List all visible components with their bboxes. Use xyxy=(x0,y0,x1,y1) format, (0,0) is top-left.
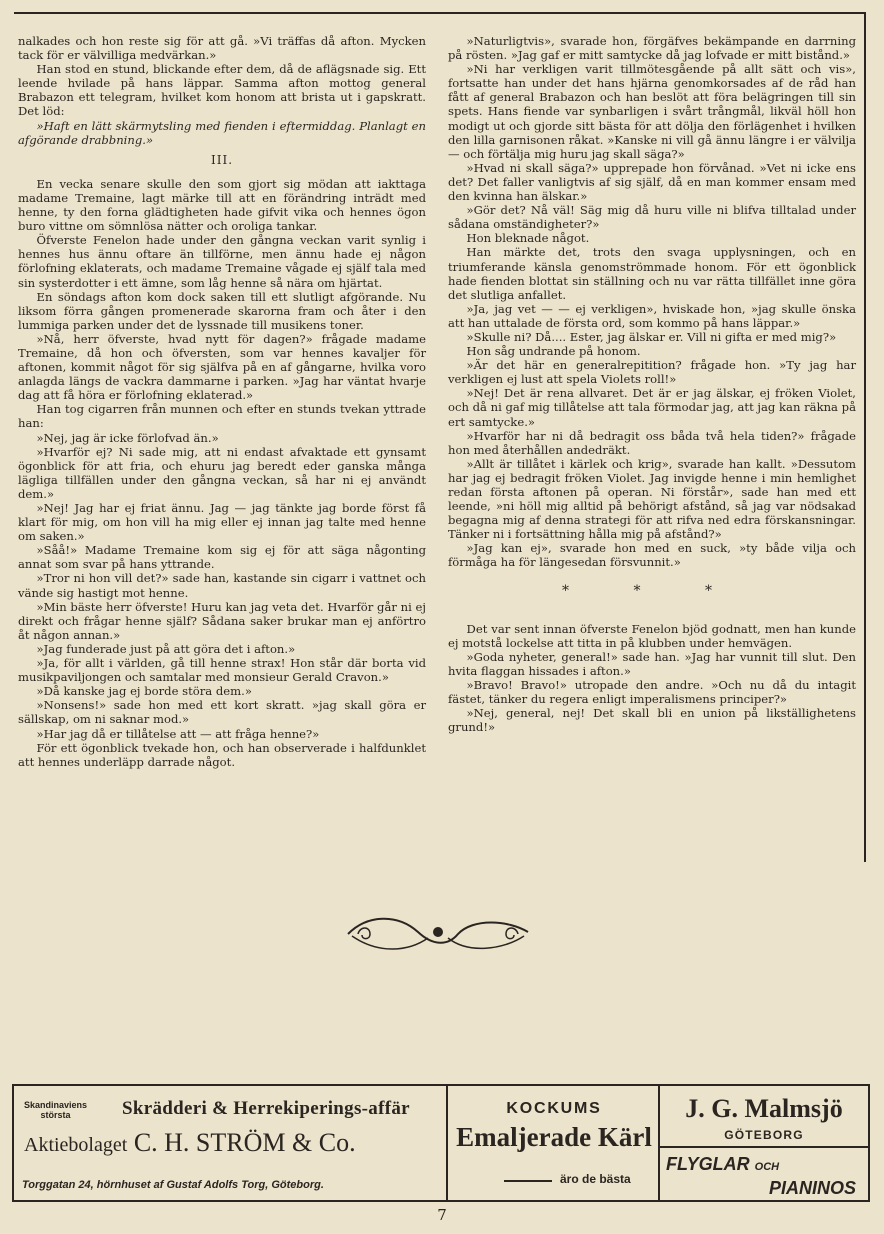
paragraph: »Hvarför ej? Ni sade mig, att ni endast afvaktade ett gynsamt ögonblick för att fria, och ehuru jag beredt eder ganska många lägliga tillfällen under den gångna veckan, så har ni ej användt dem.» xyxy=(18,444,426,501)
paragraph: »Nå, herr öfverste, hvad nytt för dagen?» frågade madame Tremaine, då hon och öfversten, som var hennes kavaljer för aftonen, kommit något för sig själfva på en af gångarne, hvilka voro anlagda längs de vackra dammarne i parken. »Jag har väntat hvarje dag att få höra er förlofning eklaterad.» xyxy=(18,331,426,403)
chapter-heading: III. xyxy=(210,152,234,167)
paragraph: En vecka senare skulle den som gjort sig mödan att iakttaga madame Tremaine, lagt märke till att en förändring inträdt med henne, ty den forna glädtigheten hade gifvit vika och hennes ögon buro vittne om sömnlösa nätter och oroliga tankar. xyxy=(18,176,426,234)
kockums-rule xyxy=(504,1180,552,1182)
malmsjo-conj: OCH xyxy=(754,1161,780,1173)
paragraph: »Nej! Jag har ej friat ännu. Jag — jag tänkte jag borde först få klart för mig, om hon vill ha mig eller ej innan jag talte med henne om saken.» xyxy=(18,501,426,544)
paragraph: »Hvarför har ni då bedragit oss båda två hela tiden?» frågade hon med återhållen andedräkt. xyxy=(448,428,856,457)
strom-tagline-line: största xyxy=(40,1110,71,1120)
kockums-name: KOCKUMS xyxy=(506,1100,602,1117)
paragraph: Hon såg undrande på honom. xyxy=(466,344,641,359)
paragraph: »Har jag då er tillåtelse att — att fråga henne?» xyxy=(36,726,320,741)
right-paragraphs xyxy=(448,34,856,570)
malmsjo-name: J. G. Malmsjö xyxy=(685,1094,843,1123)
paragraph: nalkades och hon reste sig för att gå. »Vi träffas då afton. Mycken tack för er välvilliga medvärkan.» xyxy=(18,34,426,63)
paragraph: »Naturligtvis», svarade hon, förgäfves bekämpande en darrning på rösten. »Jag gaf er mitt samtycke då jag lofvade er mitt bistånd.» xyxy=(448,34,856,63)
paragraph: »Är det här en generalrepitition? frågade hon. »Ty jag har verkligen ej lust att spela Violets roll!» xyxy=(448,358,856,387)
page-number: 7 xyxy=(437,1206,447,1224)
kockums-product: Emaljerade Kärl xyxy=(456,1122,652,1152)
paragraph: »Ni har verkligen varit tillmötesgående på allt sätt och vis», fortsatte han under det hans hjärna genomkorsades af de råd han fått af general Brabazon och han beslöt att föra belägringen till sin spets. Hans fiende var synbarligen i svårt trångmål, likväl höll hon modigt ut och gjorde sitt bästa för att dölja den förlägenhet i hvilken den lilla garnisonen råkat. »Kanske ni vill gå ännu längre i er välvilja — och förtälja mig huru jag skall säga?» xyxy=(448,62,856,161)
telegram-text: »Haft en lätt skärmytsling med fienden i eftermiddag. Planlagt en afgörande drabbning.» xyxy=(18,118,426,147)
malmsjo-rule xyxy=(660,1146,868,1148)
malmsjo-flyglar xyxy=(666,1154,779,1175)
paragraph: Hon bleknade något. xyxy=(466,231,590,246)
ad-strom xyxy=(14,1086,446,1200)
paragraph: För ett ögonblick tvekade hon, och han observerade i halfdunklet att hennes underläpp darrade något. xyxy=(18,740,426,769)
ad-kockums xyxy=(446,1086,660,1200)
right-closing-paragraphs xyxy=(448,622,856,735)
paragraph: »Ja, jag vet — — ej verkligen», hviskade hon, »jag skulle önska att han uttalade de första ord, som kommo på hans läppar.» xyxy=(448,301,856,330)
paragraph: »Nej, general, nej! Det skall bli en union på likställighetens grund!» xyxy=(448,706,856,735)
strom-company-name: C. H. STRÖM & Co. xyxy=(133,1128,356,1157)
ornament-divider xyxy=(338,904,538,960)
strom-headline: Skrädderi & Herrekiperings-affär xyxy=(122,1098,410,1119)
paragraph: »Hvad ni skall säga?» upprepade hon förvånad. »Vet ni icke ens det? Det faller vanligtvis af sig själf, då en man kommer ensam med den kvinna han älskar.» xyxy=(448,160,856,204)
paragraph: »Jag funderade just på att göra det i afton.» xyxy=(36,641,296,656)
paragraph: »Bravo! Bravo!» utropade den andre. »Och nu då du intagit fästet, tänker du regera enligt imperalismens principer?» xyxy=(448,678,856,707)
paragraph: »Goda nyheter, general!» sade han. »Jag har vunnit till slut. Den hvita flaggan hissades i afton.» xyxy=(448,649,856,678)
paragraph: »Allt är tillåtet i kärlek och krig», svarade han kallt. »Dessutom har jag ej bedragit fröken Violet. Jag invigde henne i min hemlighet redan första aftonen på operan. Ni förstår», sade han med ett leende, »ni höll mig alltid på behörigt afstånd, så jag var nödsakad begagna mig af denna strategi för att rifva ned edra förskansningar. Tänker ni i fortsättning hålla mig på afstånd?» xyxy=(448,456,856,542)
paragraph: »Gör det? Nå väl! Säg mig då huru ville ni blifva tilltalad under sådana omständigheter?» xyxy=(448,203,856,232)
paragraph: »Ja, för allt i världen, gå till henne strax! Hon står där borta vid musikpaviljongen och samtalar med monsieur Gerald Cravon.» xyxy=(18,656,426,685)
kockums-tagline: äro de bästa xyxy=(560,1172,631,1186)
strom-tagline xyxy=(24,1100,87,1120)
right-column xyxy=(448,34,856,734)
paragraph: »Såå!» Madame Tremaine kom sig ej för att säga någonting annat som svar på hans yttrande. xyxy=(18,543,426,572)
section-break-stars: * * * xyxy=(562,582,742,599)
ad-malmsjo xyxy=(658,1086,868,1200)
malmsjo-line1: FLYGLAR xyxy=(666,1154,750,1174)
paragraph: Han stod en stund, blickande efter dem, då de aflägsnade sig. Ett leende hvilade på hans läppar. Samma afton mottog general Brabazon ett telegram, hvilket kom honom att brista ut i gapskratt. Det löd: xyxy=(18,62,426,119)
paragraph: »Nej! Det är rena allvaret. Det är er jag älskar, ej fröken Violet, och då ni gaf mig tillåtelse att tala förmodar jag, att jag kan räkna på ert samtycke.» xyxy=(448,386,856,429)
paragraph: »Skulle ni? Då.... Ester, jag älskar er. Vill ni gifta er med mig?» xyxy=(466,329,837,344)
kockums-tagline-row xyxy=(504,1172,631,1186)
paragraph: Han märkte det, trots den svaga upplysningen, och en triumferande känsla genomströmmade honom. För ett ögonblick hade fienden blottat sin ställning och nu var rätta tillfället inne göra det slutliga anfallet. xyxy=(448,245,856,302)
paragraph: »Jag kan ej», svarade hon med en suck, »ty både vilja och förmåga ha för längesedan försvunnit.» xyxy=(448,541,856,570)
strom-tagline-line: Skandinaviens xyxy=(24,1100,88,1110)
malmsjo-pianinos: PIANINOS xyxy=(768,1178,856,1198)
paragraph: Han tog cigarren från munnen och efter en stunds tvekan yttrade han: xyxy=(18,402,426,431)
paragraph: »Tror ni hon vill det?» sade han, kastande sin cigarr i vattnet och vände sig hastigt mot henne. xyxy=(18,571,426,600)
paragraph: Det var sent innan öfverste Fenelon bjöd godnatt, men han kunde ej motstå lockelse att titta in på klubben under hemvägen. xyxy=(448,621,856,650)
left-column xyxy=(18,34,426,769)
strom-address: Torggatan 24, hörnhuset af Gustaf Adolfs Torg, Göteborg. xyxy=(22,1179,324,1191)
advertisement-strip xyxy=(12,1084,870,1202)
paragraph: Öfverste Fenelon hade under den gångna veckan varit synlig i hennes hus ännu oftare än tillförne, men ännu hade ej någon förlofning eklaterats, och madame Tremaine vågade ej själf tala med sin systerdotter i ett ämne, som låg henne så nära om hjärtat. xyxy=(18,233,426,290)
strom-company xyxy=(24,1128,356,1158)
paragraph: »Då kanske jag ej borde störa dem.» xyxy=(36,684,252,699)
top-rule xyxy=(14,12,864,14)
right-rule xyxy=(864,12,866,862)
paragraph: »Nej, jag är icke förlofvad än.» xyxy=(36,430,219,445)
paragraph: »Nonsens!» sade hon med ett kort skratt. »jag skall göra er sällskap, om ni saknar mod.» xyxy=(18,698,426,727)
paragraph: »Min bäste herr öfverste! Huru kan jag veta det. Hvarför går ni ej direkt och frågar henne själf? Sådana saker brukar man ej anförtro åt någon annan.» xyxy=(18,599,426,642)
strom-company-prefix: Aktiebolaget xyxy=(24,1134,128,1156)
paragraph: En söndags afton kom dock saken till ett slutligt afgörande. Nu liksom förra gången promenerade skarorna fram och åter i den lummiga parken under det de lyssnade till musikens toner. xyxy=(18,289,426,332)
left-paragraphs xyxy=(18,177,426,769)
malmsjo-city: GÖTEBORG xyxy=(724,1128,804,1142)
